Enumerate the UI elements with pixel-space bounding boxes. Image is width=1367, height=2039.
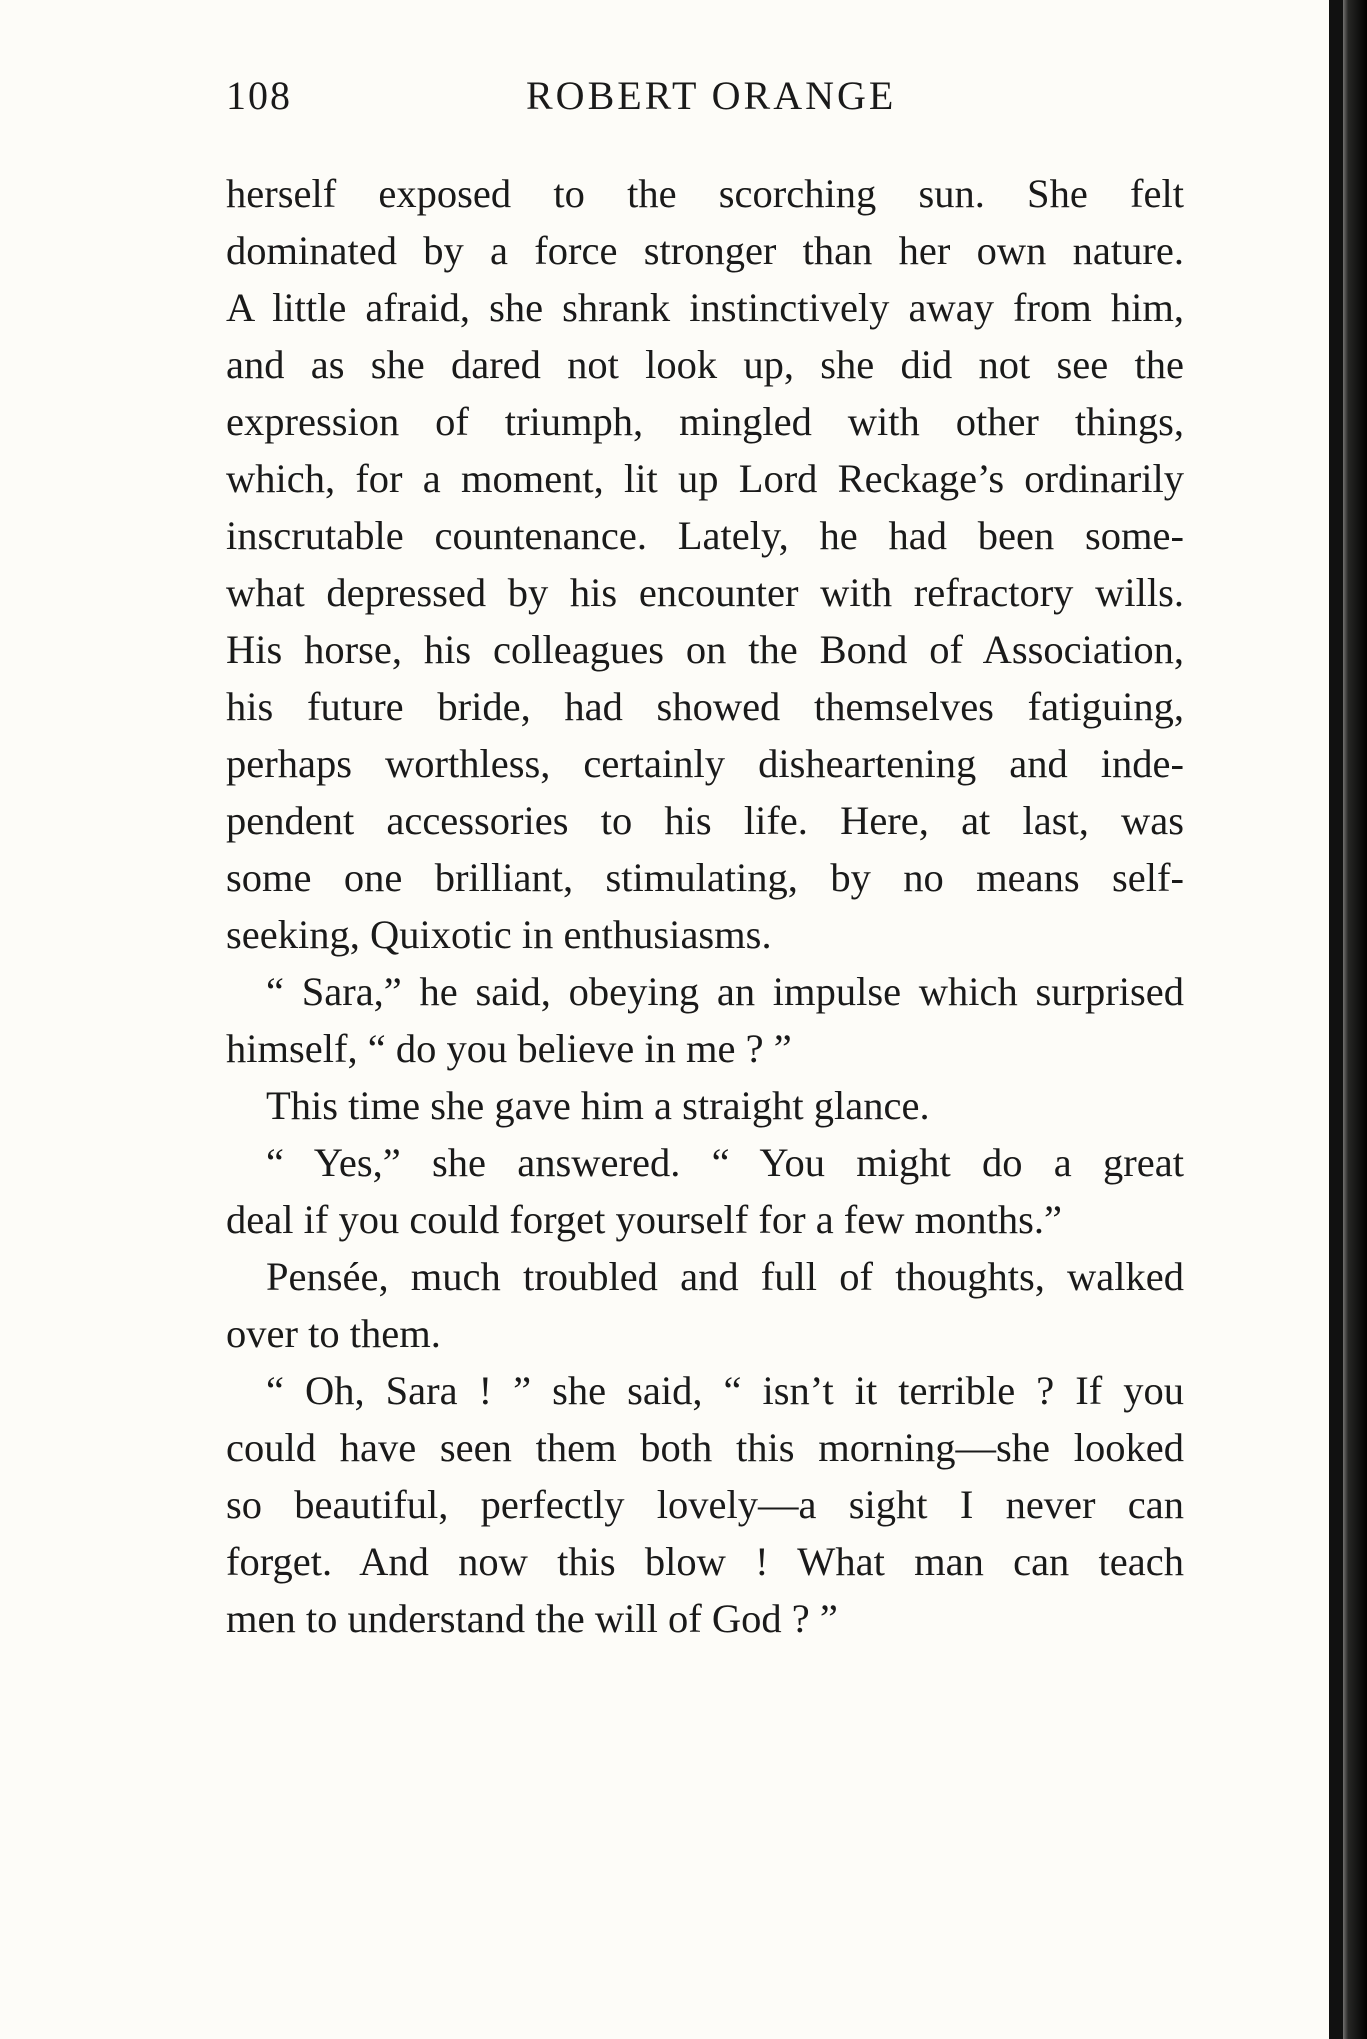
text-line: some one brilliant, stimulating, by no means self-: [226, 855, 1184, 900]
text-line: A little afraid, she shrank instinctively away from him,: [226, 285, 1184, 330]
text-line: over to them.: [226, 1311, 441, 1356]
running-head: [226, 72, 1184, 132]
text-line: inscrutable countenance. Lately, he had been some-: [226, 513, 1184, 558]
text-line: what depressed by his encounter with refractory wills.: [226, 570, 1184, 615]
text-line: perhaps worthless, certainly disheartening and inde-: [226, 741, 1184, 786]
text-line: “ Oh, Sara ! ” she said, “ isn’t it terrible ? If you: [266, 1368, 1184, 1413]
text-line: herself exposed to the scorching sun. She felt: [226, 171, 1184, 216]
text-line: seeking, Quixotic in enthusiasms.: [226, 912, 772, 957]
body-text: [226, 165, 1184, 1647]
binding-edge: [1329, 0, 1343, 2039]
page-number: 108: [226, 73, 292, 118]
text-line: expression of triumph, mingled with other things,: [226, 399, 1184, 444]
text-line: pendent accessories to his life. Here, at last, was: [226, 798, 1184, 843]
text-line: This time she gave him a straight glance.: [266, 1083, 930, 1128]
text-line: which, for a moment, lit up Lord Reckage’s ordinarily: [226, 456, 1184, 501]
text-line: Pensée, much troubled and full of thoughts, walked: [266, 1254, 1184, 1299]
running-title: ROBERT ORANGE: [526, 73, 897, 118]
text-line: himself, “ do you believe in me ? ”: [226, 1026, 792, 1071]
text-line: deal if you could forget yourself for a few months.”: [226, 1197, 1063, 1242]
text-line: dominated by a force stronger than her own nature.: [226, 228, 1184, 273]
text-line: His horse, his colleagues on the Bond of Association,: [226, 627, 1184, 672]
text-line: could have seen them both this morning—she looked: [226, 1425, 1184, 1470]
text-line: forget. And now this blow ! What man can teach: [226, 1539, 1184, 1584]
text-line: men to understand the will of God ? ”: [226, 1596, 838, 1641]
text-line: so beautiful, perfectly lovely—a sight I never can: [226, 1482, 1184, 1527]
text-line: his future bride, had showed themselves fatiguing,: [226, 684, 1184, 729]
text-line: “ Sara,” he said, obeying an impulse which surprised: [266, 969, 1184, 1014]
text-line: and as she dared not look up, she did not see the: [226, 342, 1184, 387]
text-line: “ Yes,” she answered. “ You might do a great: [266, 1140, 1184, 1185]
